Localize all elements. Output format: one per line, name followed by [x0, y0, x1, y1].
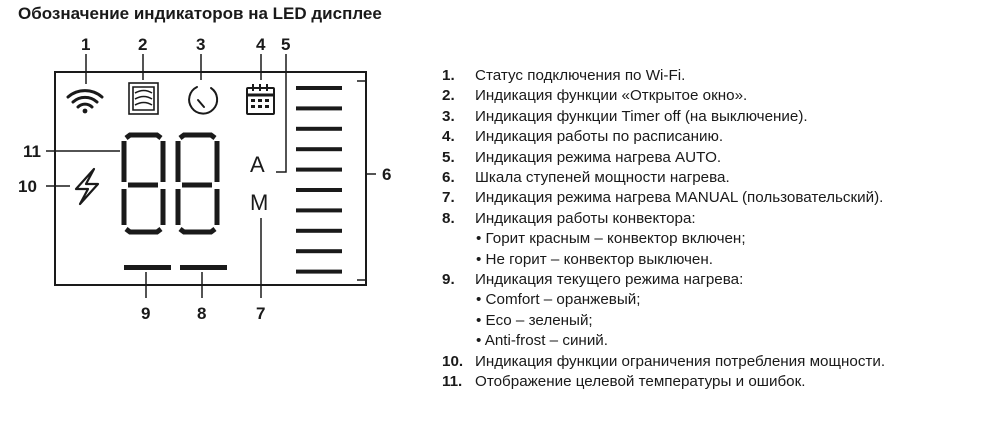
wifi-icon: [68, 91, 102, 114]
legend-item: [442, 311, 885, 331]
callout-5: 5: [281, 35, 291, 54]
legend-item-text: • Горит красным – конвектор включен;: [476, 230, 746, 248]
callout-11: 11: [23, 142, 41, 161]
legend-item-number: 6.: [442, 169, 455, 187]
callout-3: 3: [196, 35, 206, 54]
power-step-bar: [296, 208, 342, 212]
legend-item-text: Шкала ступеней мощности нагрева.: [475, 169, 730, 187]
legend-item-text: Индикация режима нагрева AUTO.: [475, 148, 722, 166]
seven-segment-digit-1: [124, 135, 163, 232]
callout-1: 1: [81, 35, 91, 54]
power-scale: [296, 86, 342, 274]
legend-item: [442, 168, 885, 188]
callout-4: 4: [256, 35, 266, 54]
legend-item-text: Индикация функции Timer off (на выключение).: [475, 107, 808, 125]
power-step-bar: [296, 168, 342, 172]
legend-item-text: Индикация функции ограничения потребления мощности.: [475, 352, 886, 370]
legend-item-text: Статус подключения по Wi-Fi.: [475, 67, 686, 84]
power-step-bar: [296, 249, 342, 253]
legend-item-text: • Не горит – конвектор выключен.: [476, 250, 713, 268]
legend-item: [442, 372, 885, 392]
legend-item-number: 9.: [442, 271, 455, 289]
mode-auto-letter: A: [250, 152, 265, 177]
power-step-bar: [296, 106, 342, 110]
seven-segment-digit-2: [178, 135, 217, 232]
legend-item-number: 8.: [442, 209, 455, 227]
legend-item-text: • Comfort – оранжевый;: [476, 291, 641, 309]
calendar-icon: [247, 84, 274, 114]
heating-mode-bar: [124, 265, 171, 270]
lightning-icon: [76, 169, 98, 204]
callout-2: 2: [138, 35, 148, 54]
legend-item-text: • Anti-frost – синий.: [476, 332, 609, 350]
callout-9: 9: [141, 304, 151, 323]
legend-item-number: 5.: [442, 148, 455, 166]
legend-item-number: 2.: [442, 87, 455, 105]
legend-item-text: Индикация функции «Открытое окно».: [475, 87, 748, 105]
page-title: Обозначение индикаторов на LED дисплее: [18, 4, 382, 23]
legend-item: [442, 352, 885, 372]
mode-manual-letter: M: [250, 190, 269, 215]
callout-10: 10: [18, 177, 37, 196]
timer-icon: [189, 87, 217, 114]
legend-item: [442, 270, 885, 290]
legend-item: [442, 127, 885, 147]
callout-6: 6: [382, 165, 392, 184]
legend-item-number: 4.: [442, 128, 455, 146]
legend-item: [442, 209, 885, 229]
legend-list: [442, 66, 885, 393]
legend-item-text: Индикация работы по расписанию.: [475, 128, 724, 146]
callout-8: 8: [197, 304, 207, 323]
legend-item-text: Индикация работы конвектора:: [475, 209, 696, 227]
power-step-bar: [296, 147, 342, 151]
legend-item-number: 1.: [442, 67, 455, 84]
legend-item: [442, 290, 885, 310]
power-step-bar: [296, 127, 342, 131]
legend-item: [442, 107, 885, 127]
legend-item-text: Индикация текущего режима нагрева:: [475, 271, 744, 289]
power-step-bar: [296, 270, 342, 274]
power-step-bar: [296, 188, 342, 192]
power-step-bar: [296, 229, 342, 233]
open-window-icon: [129, 83, 158, 114]
legend-item-text: • Eco – зеленый;: [476, 311, 593, 329]
legend-item-number: 11.: [442, 373, 463, 391]
legend-item-number: 3.: [442, 107, 455, 125]
legend-item: [442, 250, 885, 270]
legend-item: [442, 86, 885, 106]
legend-item-number: 10.: [442, 352, 464, 370]
callout-7: 7: [256, 304, 266, 323]
legend-item: [442, 188, 885, 208]
legend-item: [442, 229, 885, 249]
callout-lines: [46, 54, 376, 298]
legend-item-text: Индикация режима нагрева MANUAL (пользовательский).: [475, 189, 884, 207]
legend-item-text: Отображение целевой температуры и ошибок.: [475, 373, 806, 391]
legend-item: [442, 66, 885, 86]
legend-item-number: 7.: [442, 189, 455, 207]
convector-status-bar: [180, 265, 227, 270]
legend-item: [442, 148, 885, 168]
legend-item: [442, 331, 885, 351]
power-step-bar: [296, 86, 342, 90]
